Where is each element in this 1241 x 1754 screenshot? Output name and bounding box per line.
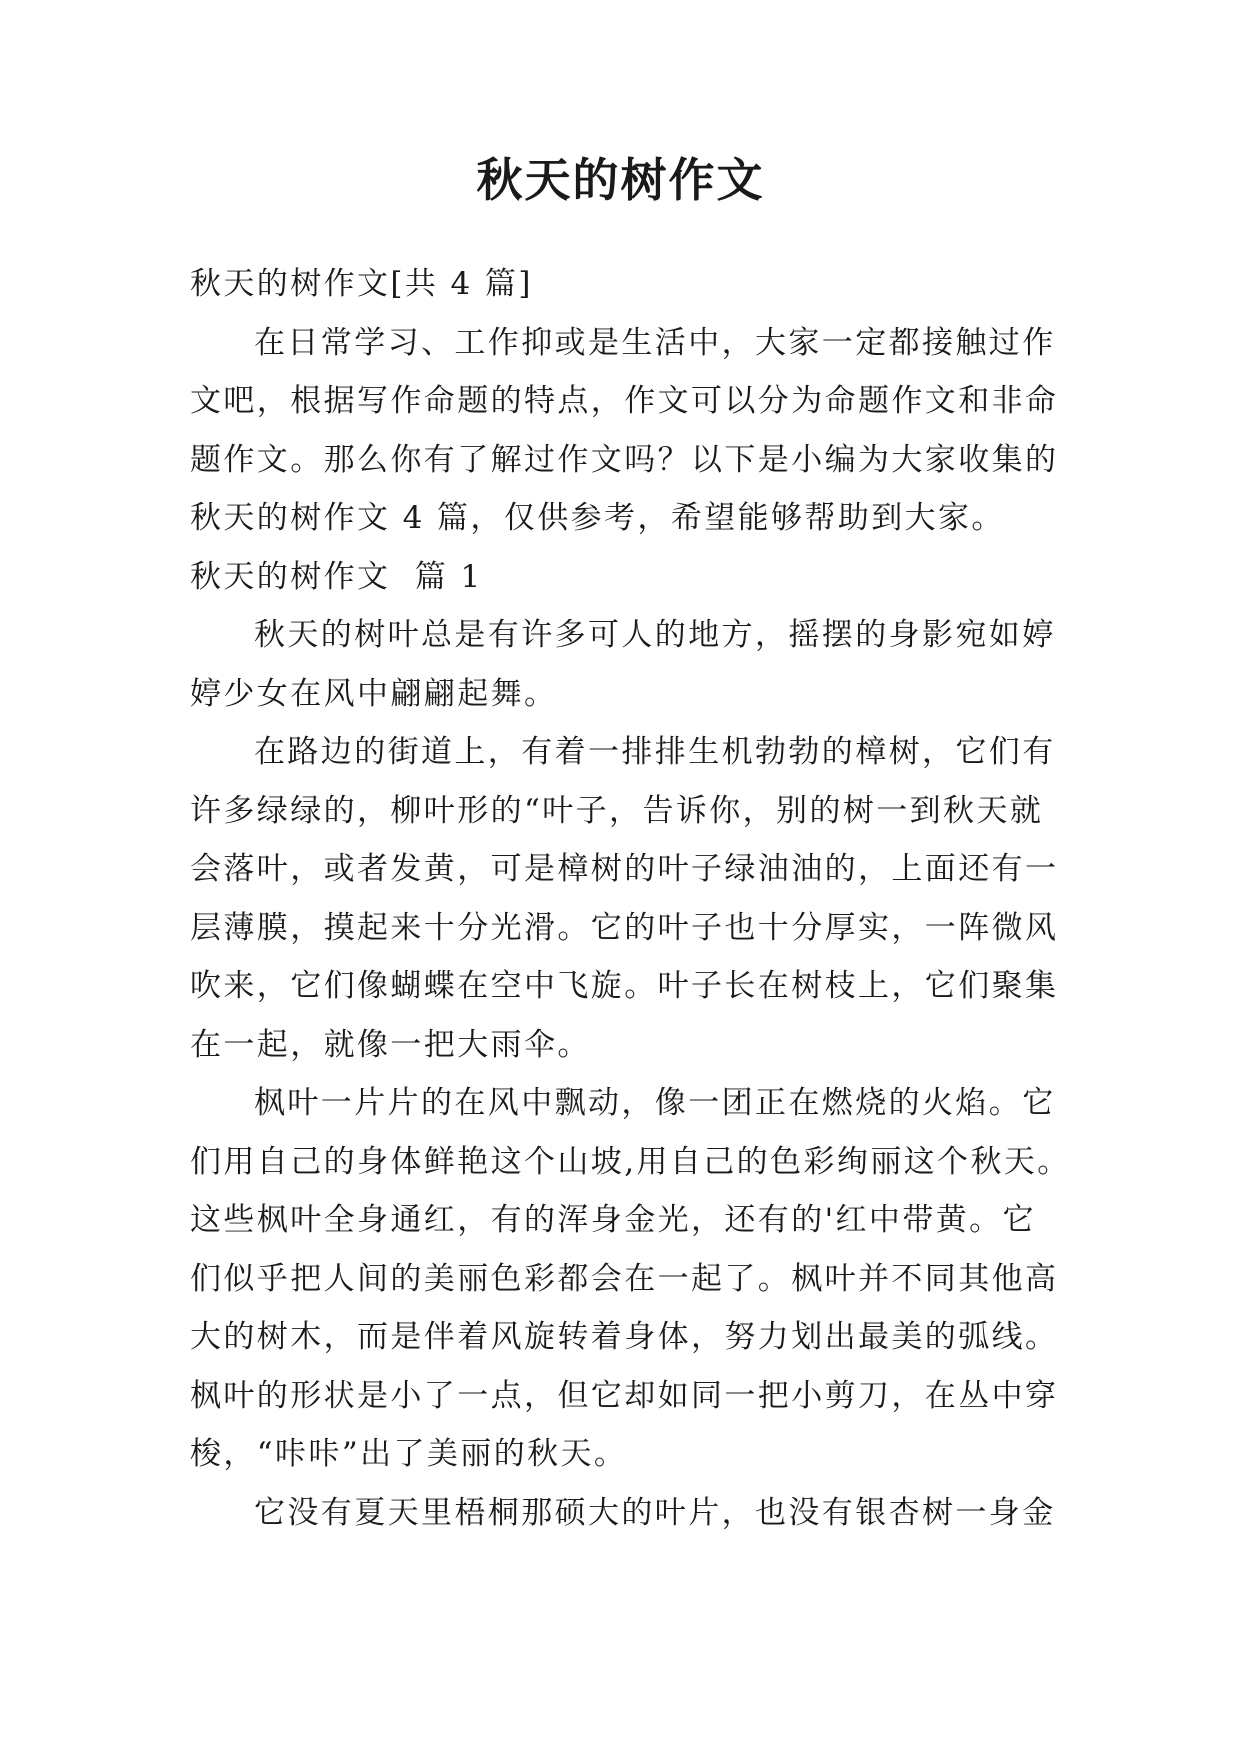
paragraph-line: 大的树木，而是伴着风旋转着身体，努力划出最美的弧线。 bbox=[190, 1319, 1059, 1355]
paragraph-line: 会落叶，或者发黄，可是樟树的叶子绿油油的，上面还有一 bbox=[190, 851, 1059, 887]
paragraph-line: 在一起，就像一把大雨伞。 bbox=[190, 1026, 591, 1063]
paragraph-line: 在路边的街道上，有着一排排生机勃勃的樟树，它们有 bbox=[254, 734, 1056, 770]
document-body bbox=[190, 255, 1070, 1542]
document-subtitle: 秋天的树作文[共 4 篇] bbox=[190, 266, 533, 302]
paragraph-line: 在日常学习、工作抑或是生活中，大家一定都接触过作 bbox=[254, 324, 1056, 361]
paragraph-line: 枫叶的形状是小了一点，但它却如同一把小剪刀，在丛中穿 bbox=[190, 1377, 1059, 1414]
paragraph-line: 许多绿绿的，柳叶形的“叶子，告诉你，别的树一到秋天就 bbox=[190, 792, 1044, 829]
body-paragraph-2 bbox=[190, 723, 1070, 1074]
paragraph-line: 秋天的树作文 4 篇，仅供参考，希望能够帮助到大家。 bbox=[190, 500, 1005, 536]
paragraph-line: 层薄膜，摸起来十分光滑。它的叶子也十分厚实，一阵微风 bbox=[190, 909, 1059, 946]
paragraph-line: 它没有夏天里梧桐那硕大的叶片，也没有银杏树一身金 bbox=[254, 1494, 1056, 1531]
body-paragraph-4 bbox=[190, 1484, 1070, 1543]
paragraph-line: 这些枫叶全身通红，有的浑身金光，还有的'红中带黄。它 bbox=[190, 1202, 1036, 1238]
intro-paragraph bbox=[190, 314, 1070, 548]
paragraph-line: 们用自己的身体鲜艳这个山坡,用自己的色彩绚丽这个秋天。 bbox=[190, 1143, 1071, 1180]
paragraph-line: 题作文。那么你有了解过作文吗？以下是小编为大家收集的 bbox=[190, 441, 1059, 478]
paragraph-line: 们似乎把人间的美丽色彩都会在一起了。枫叶并不同其他高 bbox=[190, 1260, 1059, 1297]
paragraph-line: 婷少女在风中翩翩起舞。 bbox=[190, 675, 558, 712]
body-paragraph-1 bbox=[190, 606, 1070, 723]
paragraph-line: 秋天的树叶总是有许多可人的地方，摇摆的身影宛如婷 bbox=[254, 617, 1056, 653]
paragraph-line: 梭，“咔咔”出了美丽的秋天。 bbox=[190, 1436, 628, 1472]
body-paragraph-3 bbox=[190, 1074, 1070, 1484]
paragraph-line: 文吧，根据写作命题的特点，作文可以分为命题作文和非命 bbox=[190, 383, 1059, 419]
paragraph-line: 枫叶一片片的在风中飘动，像一团正在燃烧的火焰。它 bbox=[254, 1085, 1056, 1121]
document-title: 秋天的树作文 bbox=[476, 153, 765, 207]
paragraph-line: 吹来，它们像蝴蝶在空中飞旋。叶子长在树枝上，它们聚集 bbox=[190, 968, 1059, 1004]
section-heading: 秋天的树作文 篇 1 bbox=[190, 558, 483, 595]
